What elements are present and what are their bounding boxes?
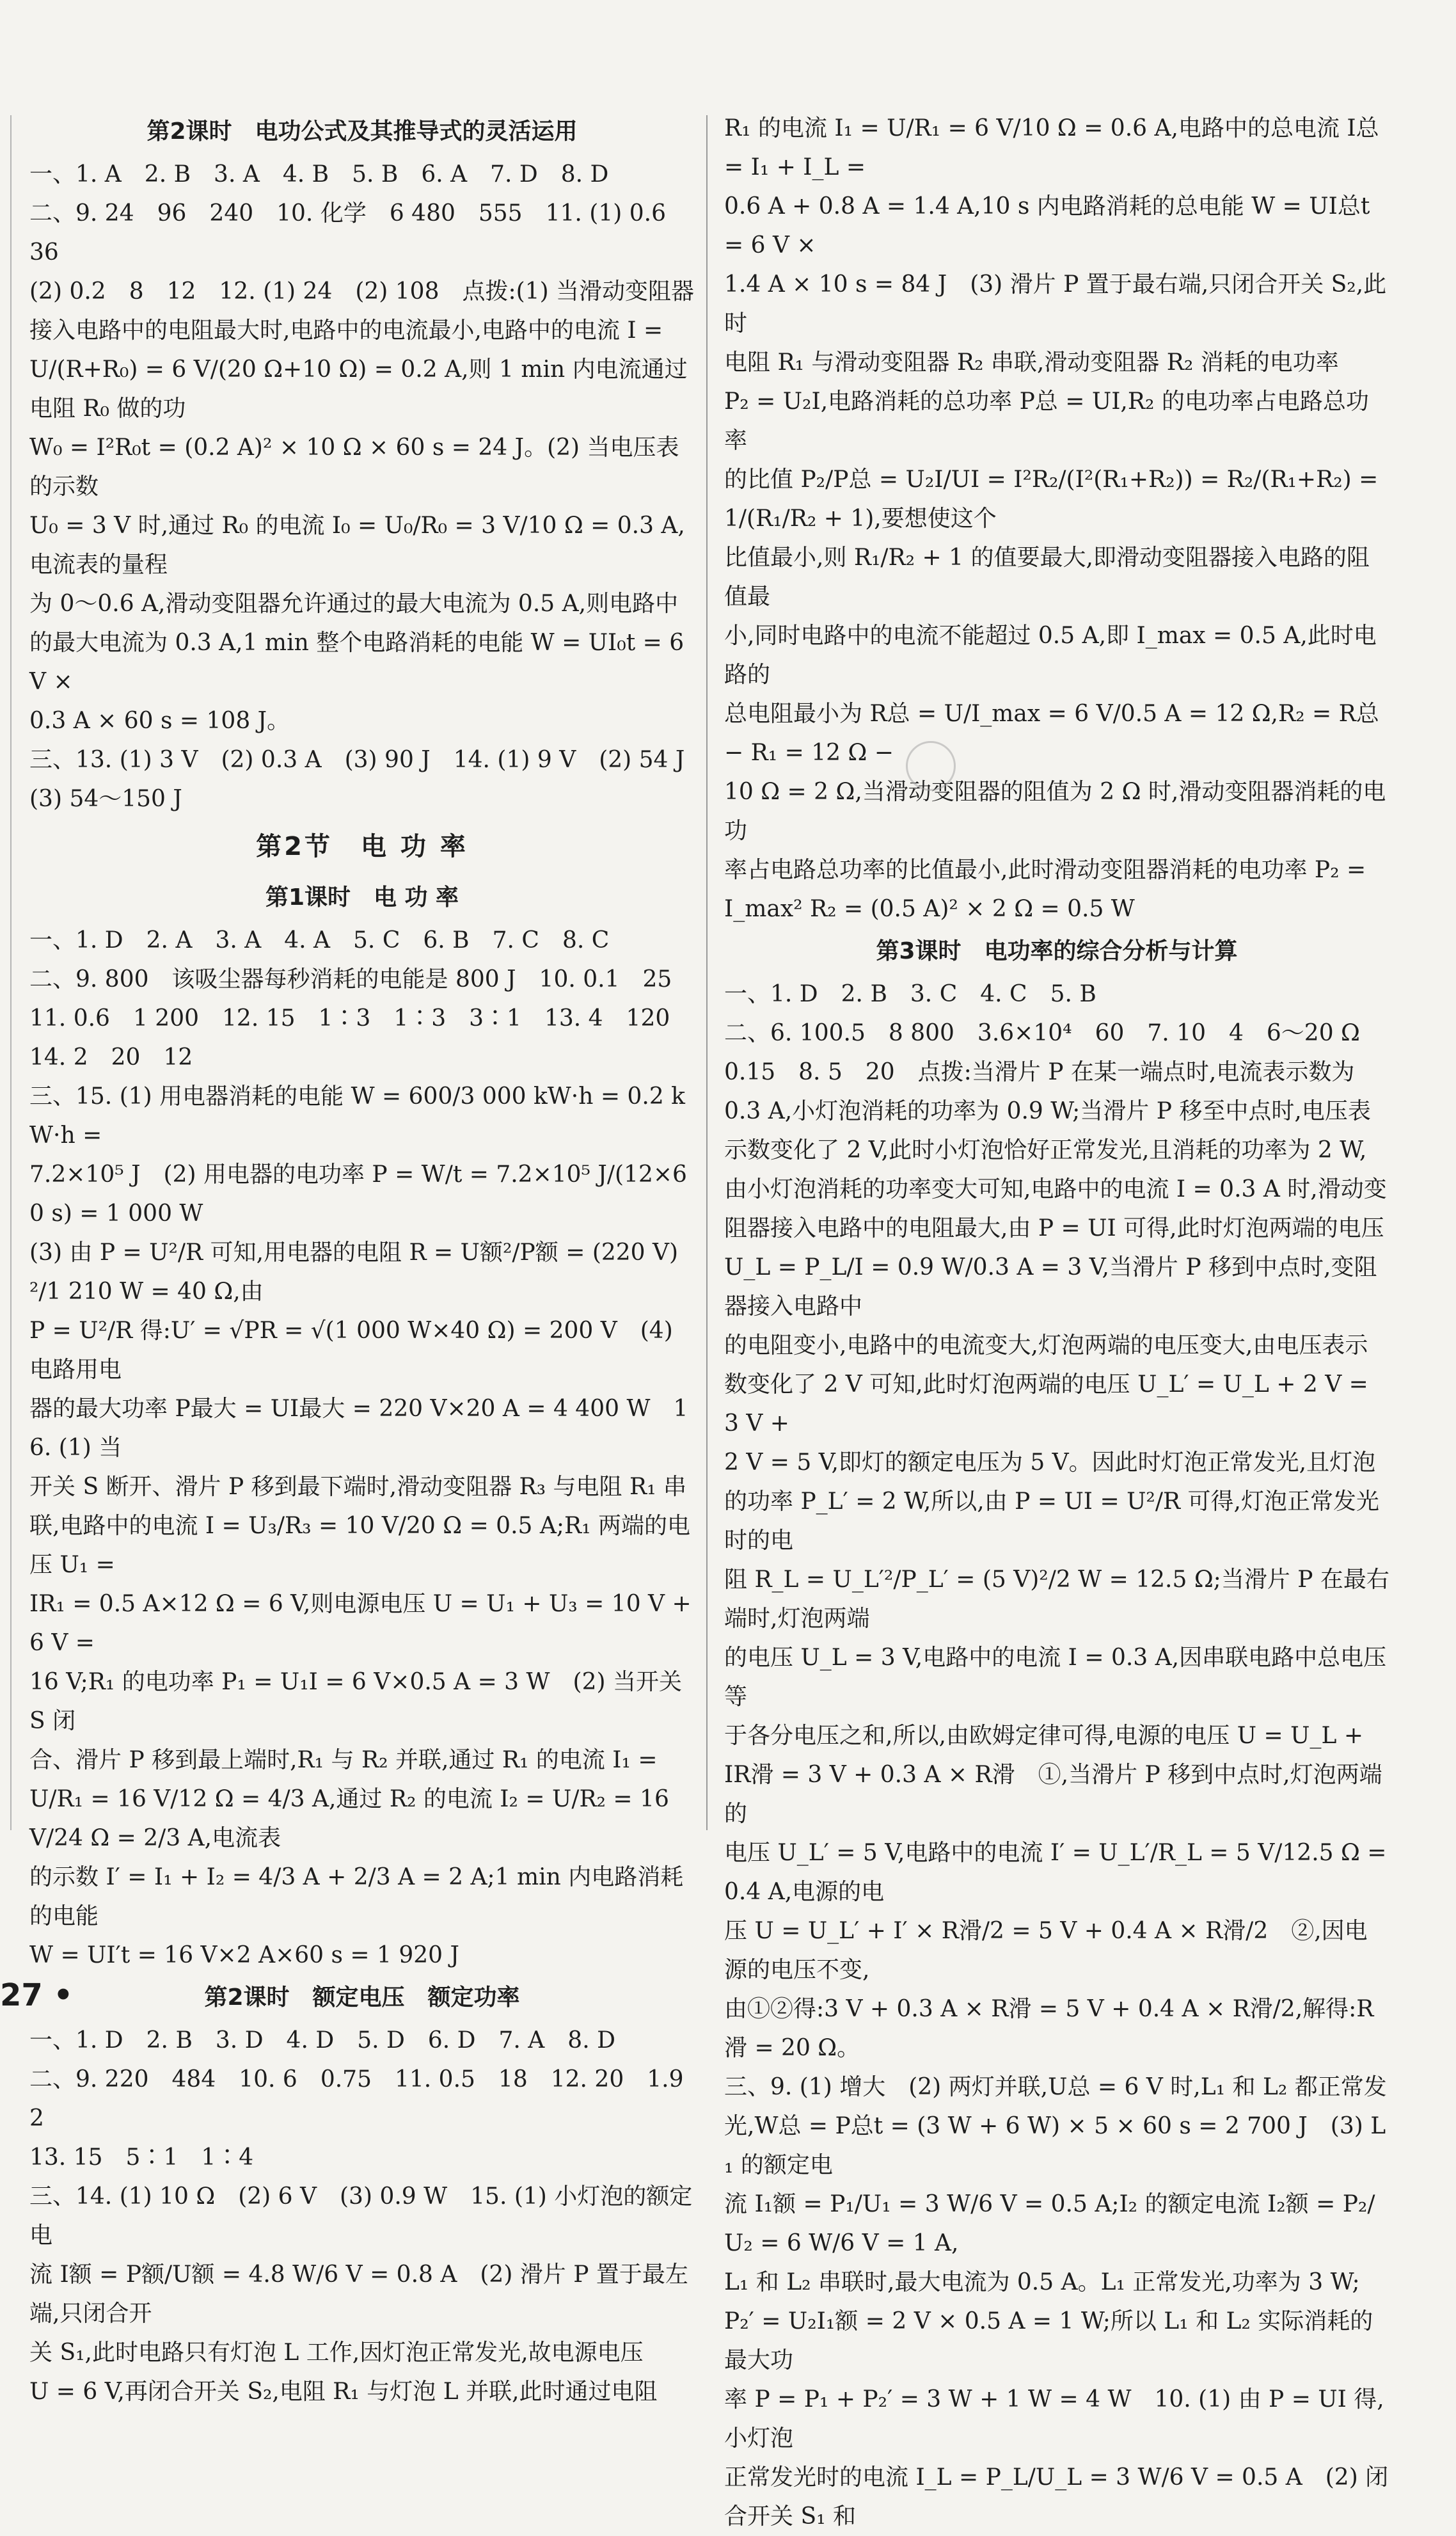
right-column (724, 109, 1394, 2536)
answer-line: 光,W总 = P总t = (3 W + 6 W) × 5 × 60 s = 2 700 J (3) L₁ 的额定电 (724, 2113, 1386, 2178)
answer-line: 联,电路中的电流 I = U₃/R₃ = 10 V/20 Ω = 0.5 A;R₁ 两端的电压 U₁ = (29, 1513, 690, 1578)
page-number: 27 • (0, 1977, 74, 2013)
answer-line: 开关 S 断开、滑片 P 移到最下端时,滑动变阻器 R₃ 与电阻 R₁ 串 (29, 1474, 686, 1500)
answer-line: 的比值 P₂/P总 = U₂I/UI = I²R₂/(I²(R₁+R₂)) = R₂/(R₁+R₂) = 1/(R₁/R₂ + 1),要想使这个 (724, 467, 1386, 532)
answer-line: P = U²/R 得:U′ = √PR = √(1 000 W×40 Ω) = 200 V (4) 电路用电 (29, 1318, 681, 1383)
answer-line: 为 0～0.6 A,滑动变阻器允许通过的最大电流为 0.5 A,则电路中 (29, 591, 679, 617)
answer-line: P₂ = U₂I,电路消耗的总功率 P总 = UI,R₂ 的电功率占电路总功率 (724, 388, 1369, 454)
answer-line: 1.4 A × 10 s = 84 J (3) 滑片 P 置于最右端,只闭合开关 S₂,此时 (724, 271, 1387, 337)
answer-line: 10 Ω = 2 Ω,当滑动变阻器的阻值为 2 Ω 时,滑动变阻器消耗的电功 (724, 779, 1386, 844)
answer-line: 接入电路中的电阻最大时,电路中的电流最小,电路中的电流 I = (29, 317, 663, 344)
watermark-stamp (906, 741, 956, 791)
answer-line: U/R₁ = 16 V/12 Ω = 4/3 A,通过 R₂ 的电流 I₂ = U/R₂ = 16 V/24 Ω = 2/3 A,电流表 (29, 1786, 677, 1851)
answer-line: 0.15 8. 5 20 点拨:当滑片 P 在某一端点时,电流表示数为 (724, 1059, 1355, 1085)
section-heading: 第2节 电 功 率 (256, 832, 468, 861)
left-column (29, 109, 699, 2411)
answer-line: 三、9. (1) 增大 (2) 两灯并联,U总 = 6 V 时,L₁ 和 L₂ 都正常发 (724, 2074, 1387, 2100)
answer-line: 16 V;R₁ 的电功率 P₁ = U₁I = 6 V×0.5 A = 3 W (2) 当开关 S 闭 (29, 1669, 690, 1734)
lesson-heading: 第3课时 电功率的综合分析与计算 (876, 938, 1238, 964)
answer-line: 0.3 A × 60 s = 108 J。 (29, 708, 290, 734)
answer-line: 阻器接入电路中的电阻最大,由 P = UI 可得,此时灯泡两端的电压 (724, 1215, 1384, 1241)
answer-line: R₁ 的电流 I₁ = U/R₁ = 6 V/10 Ω = 0.6 A,电路中的总电流 I总 = I₁ + I_L = (724, 115, 1387, 180)
answer-line: 2 V = 5 V,即灯的额定电压为 5 V。因此时灯泡正常发光,且灯泡 (724, 1449, 1376, 1476)
answer-line: IR滑 = 3 V + 0.3 A × R滑 ①,当滑片 P 移到中点时,灯泡两端的 (724, 1762, 1382, 1827)
answer-line: 器的最大功率 P最大 = UI最大 = 220 V×20 A = 4 400 W 16. (1) 当 (29, 1396, 688, 1461)
column-divider (706, 115, 708, 1830)
answer-line: 的电阻变小,电路中的电流变大,灯泡两端的电压变大,由电压表示 (724, 1332, 1368, 1359)
answer-line: 二、6. 100.5 8 800 3.6×10⁴ 60 7. 10 4 6～20 Ω (724, 1020, 1360, 1046)
answer-line: 正常发光时的电流 I_L = P_L/U_L = 3 W/6 V = 0.5 A (2) 闭合开关 S₁ 和 (724, 2464, 1389, 2530)
answer-line: IR₁ = 0.5 A×12 Ω = 6 V,则电源电压 U = U₁ + U₃ = 10 V + 6 V = (29, 1591, 699, 1656)
margin-rule (10, 115, 12, 1830)
answer-line: 压 U = U_L′ + I′ × R滑/2 = 5 V + 0.4 A × R滑/2 ②,因电源的电压不变, (724, 1918, 1368, 1983)
answer-line: 合、滑片 P 移到最上端时,R₁ 与 R₂ 并联,通过 R₁ 的电流 I₁ = (29, 1747, 658, 1773)
answer-line: 的最大电流为 0.3 A,1 min 整个电路消耗的电能 W = UI₀t = 6 V × (29, 630, 692, 695)
answer-line: U = 6 V,再闭合开关 S₂,电阻 R₁ 与灯泡 L 并联,此时通过电阻 (29, 2379, 658, 2405)
answer-line: U/(R+R₀) = 6 V/(20 Ω+10 Ω) = 0.2 A,则 1 min 内电流通过电阻 R₀ 做的功 (29, 356, 688, 422)
answer-line: 示数变化了 2 V,此时小灯泡恰好正常发光,且消耗的功率为 2 W, (724, 1137, 1367, 1163)
answer-line: 流 I₁额 = P₁/U₁ = 3 W/6 V = 0.5 A;I₂ 的额定电流 I₂额 = P₂/U₂ = 6 W/6 V = 1 A, (724, 2191, 1375, 2256)
answer-line: W = UI′t = 16 V×2 A×60 s = 1 920 J (29, 1942, 459, 1968)
answer-line: L₁ 和 L₂ 串联时,最大电流为 0.5 A。L₁ 正常发光,功率为 3 W; (724, 2269, 1360, 2295)
answer-line: 的电压 U_L = 3 V,电路中的电流 I = 0.3 A,因串联电路中总电压等 (724, 1645, 1387, 1710)
answer-line: 二、9. 24 96 240 10. 化学 6 480 555 11. (1) 0.6 36 (29, 200, 689, 266)
lesson-heading: 第1课时 电 功 率 (265, 884, 459, 911)
answer-line: 14. 2 20 12 (29, 1044, 193, 1071)
answer-line: I_max² R₂ = (0.5 A)² × 2 Ω = 0.5 W (724, 896, 1135, 922)
answer-line: 11. 0.6 1 200 12. 15 1∶3 1∶3 3∶1 13. 4 120 (29, 1005, 670, 1032)
answer-line: 比值最小,则 R₁/R₂ + 1 的值要最大,即滑动变阻器接入电路的阻值最 (724, 545, 1370, 610)
answer-line: U₀ = 3 V 时,通过 R₀ 的电流 I₀ = U₀/R₀ = 3 V/10 Ω = 0.3 A,电流表的量程 (29, 513, 685, 578)
answer-line: 一、1. D 2. B 3. C 4. C 5. B (724, 981, 1096, 1007)
answer-line: 0.3 A,小灯泡消耗的功率为 0.9 W;当滑片 P 移至中点时,电压表 (724, 1098, 1371, 1124)
answer-line: P₂′ = U₂I₁额 = 2 V × 0.5 A = 1 W;所以 L₁ 和 L₂ 实际消耗的最大功 (724, 2308, 1373, 2373)
answer-line: 7.2×10⁵ J (2) 用电器的电功率 P = W/t = 7.2×10⁵ J/(12×60 s) = 1 000 W (29, 1161, 687, 1227)
lesson-heading: 第2课时 额定电压 额定功率 (204, 1984, 520, 2011)
answer-line: 二、9. 800 该吸尘器每秒消耗的电能是 800 J 10. 0.1 25 (29, 966, 672, 993)
answer-line: W₀ = I²R₀t = (0.2 A)² × 10 Ω × 60 s = 24 J。(2) 当电压表的示数 (29, 435, 679, 500)
answer-line: U_L = P_L/I = 0.9 W/0.3 A = 3 V,当滑片 P 移到中点时,变阻器接入电路中 (724, 1254, 1377, 1320)
answer-line: 0.6 A + 0.8 A = 1.4 A,10 s 内电路消耗的总电能 W = UI总t = 6 V × (724, 193, 1377, 259)
answer-line: 由①②得:3 V + 0.3 A × R滑 = 5 V + 0.4 A × R滑/2,解得:R滑 = 20 Ω。 (724, 1996, 1374, 2061)
answer-line: 小,同时电路中的电流不能超过 0.5 A,即 I_max = 0.5 A,此时电路的 (724, 623, 1377, 688)
answer-line: 三、13. (1) 3 V (2) 0.3 A (3) 90 J 14. (1) 9 V (2) 54 J (29, 747, 685, 773)
answer-line: 率占电路总功率的比值最小,此时滑动变阻器消耗的电功率 P₂ = (724, 857, 1366, 883)
answer-line: 13. 15 5∶1 1∶4 (29, 2144, 254, 2171)
answer-line: (3) 54～150 J (29, 786, 182, 812)
answer-line: 总电阻最小为 R总 = U/I_max = 6 V/0.5 A = 12 Ω,R₂ = R总 − R₁ = 12 Ω − (724, 701, 1387, 766)
answer-line: 关 S₁,此时电路只有灯泡 L 工作,因灯泡正常发光,故电源电压 (29, 2340, 644, 2366)
answer-line: 的功率 P_L′ = 2 W,所以,由 P = UI = U²/R 可得,灯泡正常发光时的电 (724, 1488, 1379, 1554)
answer-line: 二、9. 220 484 10. 6 0.75 11. 0.5 18 12. 20 1.92 (29, 2066, 684, 2132)
answer-line: 由小灯泡消耗的功率变大可知,电路中的电流 I = 0.3 A 时,滑动变 (724, 1176, 1387, 1202)
answer-line: 的示数 I′ = I₁ + I₂ = 4/3 A + 2/3 A = 2 A;1 min 内电路消耗的电能 (29, 1864, 684, 1929)
answer-line: 流 I额 = P额/U额 = 4.8 W/6 V = 0.8 A (2) 滑片 P 置于最左端,只闭合开 (29, 2261, 688, 2327)
answer-line: (2) 0.2 8 12 12. (1) 24 (2) 108 点拨:(1) 当滑动变阻器 (29, 278, 695, 305)
answer-line: 电阻 R₁ 与滑动变阻器 R₂ 串联,滑动变阻器 R₂ 消耗的电功率 (724, 349, 1339, 376)
answer-line: (3) 由 P = U²/R 可知,用电器的电阻 R = U额²/P额 = (220 V)²/1 210 W = 40 Ω,由 (29, 1240, 679, 1305)
answer-line: 一、1. A 2. B 3. A 4. B 5. B 6. A 7. D 8. D (29, 161, 609, 187)
answer-line: 一、1. D 2. A 3. A 4. A 5. C 6. B 7. C 8. C (29, 927, 610, 953)
answer-line: 电压 U_L′ = 5 V,电路中的电流 I′ = U_L′/R_L = 5 V/12.5 Ω = 0.4 A,电源的电 (724, 1840, 1394, 1905)
answer-line: 三、14. (1) 10 Ω (2) 6 V (3) 0.9 W 15. (1) 小灯泡的额定电 (29, 2183, 693, 2249)
answer-line: 一、1. D 2. B 3. D 4. D 5. D 6. D 7. A 8. D (29, 2027, 615, 2054)
answer-line: 三、15. (1) 用电器消耗的电能 W = 600/3 000 kW·h = 0.2 kW·h = (29, 1083, 685, 1149)
lesson-heading: 第2课时 电功公式及其推导式的灵活运用 (146, 118, 578, 145)
answer-line: 阻 R_L = U_L′²/P_L′ = (5 V)²/2 W = 12.5 Ω;当滑片 P 在最右端时,灯泡两端 (724, 1567, 1389, 1632)
answer-line: 率 P = P₁ + P₂′ = 3 W + 1 W = 4 W 10. (1) 由 P = UI 得,小灯泡 (724, 2386, 1384, 2452)
answer-line: 于各分电压之和,所以,由欧姆定律可得,电源的电压 U = U_L + (724, 1723, 1364, 1749)
answer-line: 数变化了 2 V 可知,此时灯泡两端的电压 U_L′ = U_L + 2 V = 3 V + (724, 1371, 1376, 1437)
